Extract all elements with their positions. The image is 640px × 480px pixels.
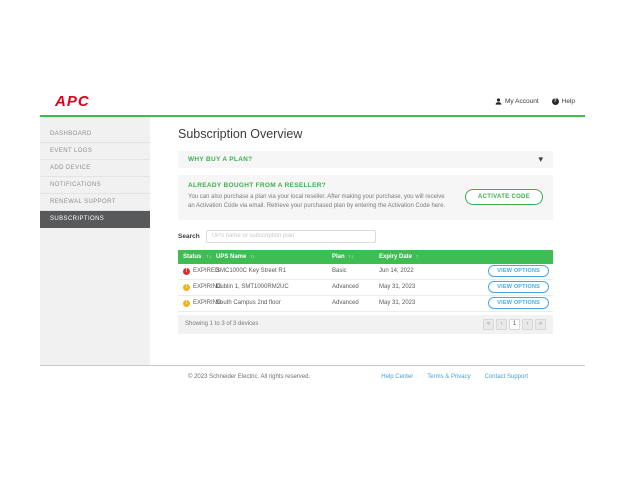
sidebar-item-add-device[interactable]: ADD DEVICE <box>40 160 150 177</box>
page-title: Subscription Overview <box>178 127 303 141</box>
action-cell <box>471 281 553 293</box>
plan-cell: Advanced <box>332 284 359 291</box>
footer <box>40 365 585 388</box>
sidebar-item-notifications[interactable]: NOTIFICATIONS <box>40 177 150 194</box>
expiry-cell: May 31, 2023 <box>379 300 416 307</box>
column-header-plan[interactable] <box>332 254 379 260</box>
status-cell <box>178 267 220 275</box>
plan-header-label: Plan <box>332 253 345 260</box>
last-page-button[interactable]: » <box>535 319 546 330</box>
ups-name-cell: SMC1000C Key Street R1 <box>216 268 287 275</box>
column-header-expiry-date[interactable] <box>379 254 471 260</box>
first-page-button[interactable]: « <box>483 319 494 330</box>
next-page-button[interactable]: › <box>522 319 533 330</box>
view-options-button[interactable]: VIEW OPTIONS <box>488 281 549 293</box>
previous-page-button[interactable]: ‹ <box>496 319 507 330</box>
copyright-text: © 2023 Schneider Electric. All rights reserved. <box>188 374 311 380</box>
expired-status-icon: ! <box>183 268 190 275</box>
plan-cell: Basic <box>332 268 347 275</box>
plan-cell: Advanced <box>332 300 359 307</box>
status-cell <box>178 299 222 307</box>
action-cell <box>471 265 553 277</box>
my-account-button[interactable] <box>495 98 539 105</box>
page-number-button[interactable]: 1 <box>509 319 520 330</box>
activate-code-button[interactable]: ACTIVATE CODE <box>465 189 543 205</box>
page <box>40 0 585 388</box>
ups-name-cell: Dublin 1, SMT1000RM2UC <box>216 284 289 291</box>
subscriptions-table <box>178 250 553 312</box>
chevron-down-icon: ▾ <box>538 154 543 164</box>
status-label: EXPIRING <box>193 284 222 291</box>
sidebar-item-event-logs[interactable]: EVENT LOGS <box>40 143 150 160</box>
terms-privacy-link[interactable]: Terms & Privacy <box>427 374 471 380</box>
why-buy-a-plan-accordion[interactable] <box>178 151 553 168</box>
reseller-body: You can also purchase a plan via your local reseller. After making your purchase, you will receive an Activation Code via email. Retrieve your purchased plan by entering the Activation Code here. <box>188 194 446 210</box>
ups-name-cell: South Campus 2nd floor <box>216 300 281 307</box>
ups-name-header-label: UPS Name <box>216 253 247 260</box>
apc-logo: APC <box>55 93 90 110</box>
reseller-section <box>178 175 553 220</box>
sort-icon: ↑↓ <box>206 253 212 260</box>
help-label: Help <box>561 98 575 105</box>
sort-icon: ↑ <box>415 253 419 260</box>
status-cell <box>178 283 222 291</box>
column-header-status[interactable] <box>178 254 216 260</box>
status-header-label: Status <box>183 253 202 260</box>
help-icon: ? <box>553 98 557 104</box>
expiry-cell: Jun 14, 2022 <box>379 268 414 275</box>
expiry-cell: May 31, 2023 <box>379 284 416 291</box>
sidebar-item-dashboard[interactable]: DASHBOARD <box>40 126 150 143</box>
table-row <box>178 264 553 280</box>
search-row <box>178 230 553 243</box>
body <box>40 117 585 365</box>
pagination-bar <box>178 315 553 334</box>
view-options-button[interactable]: VIEW OPTIONS <box>488 297 549 309</box>
main-content <box>178 117 553 365</box>
status-label: EXPIRED <box>193 268 220 275</box>
search-label: Search <box>178 232 200 240</box>
sort-icon: ↑↓ <box>250 253 256 260</box>
expiring-status-icon: ! <box>183 300 190 307</box>
table-row <box>178 296 553 312</box>
pager <box>483 319 546 330</box>
action-cell <box>471 297 553 309</box>
column-header-ups-name[interactable] <box>216 254 332 260</box>
table-row <box>178 280 553 296</box>
footer-links <box>381 374 528 380</box>
expiring-status-icon: ! <box>183 284 190 291</box>
help-center-link[interactable]: Help Center <box>381 374 414 380</box>
sidebar <box>40 117 150 365</box>
sidebar-item-renewal-support[interactable]: RENEWAL SUPPORT <box>40 194 150 211</box>
status-label: EXPIRING <box>193 300 222 307</box>
help-button[interactable] <box>552 98 575 105</box>
why-buy-label: WHY BUY A PLAN? <box>188 156 253 163</box>
my-account-label: My Account <box>505 98 539 105</box>
view-options-button[interactable]: VIEW OPTIONS <box>488 265 549 277</box>
sort-icon: ↑↓ <box>348 253 354 260</box>
search-input[interactable] <box>206 230 376 243</box>
reseller-text <box>188 182 465 212</box>
results-summary: Showing 1 to 3 of 3 devices <box>185 321 259 328</box>
table-header <box>178 250 553 264</box>
person-icon <box>495 98 502 105</box>
sidebar-item-subscriptions[interactable]: SUBSCRIPTIONS <box>40 211 150 228</box>
top-header <box>40 88 585 115</box>
expiry-header-label: Expiry Date <box>379 253 413 260</box>
reseller-title: ALREADY BOUGHT FROM A RESELLER? <box>188 182 326 189</box>
contact-support-link[interactable]: Contact Support <box>484 374 528 380</box>
header-actions <box>495 98 575 105</box>
